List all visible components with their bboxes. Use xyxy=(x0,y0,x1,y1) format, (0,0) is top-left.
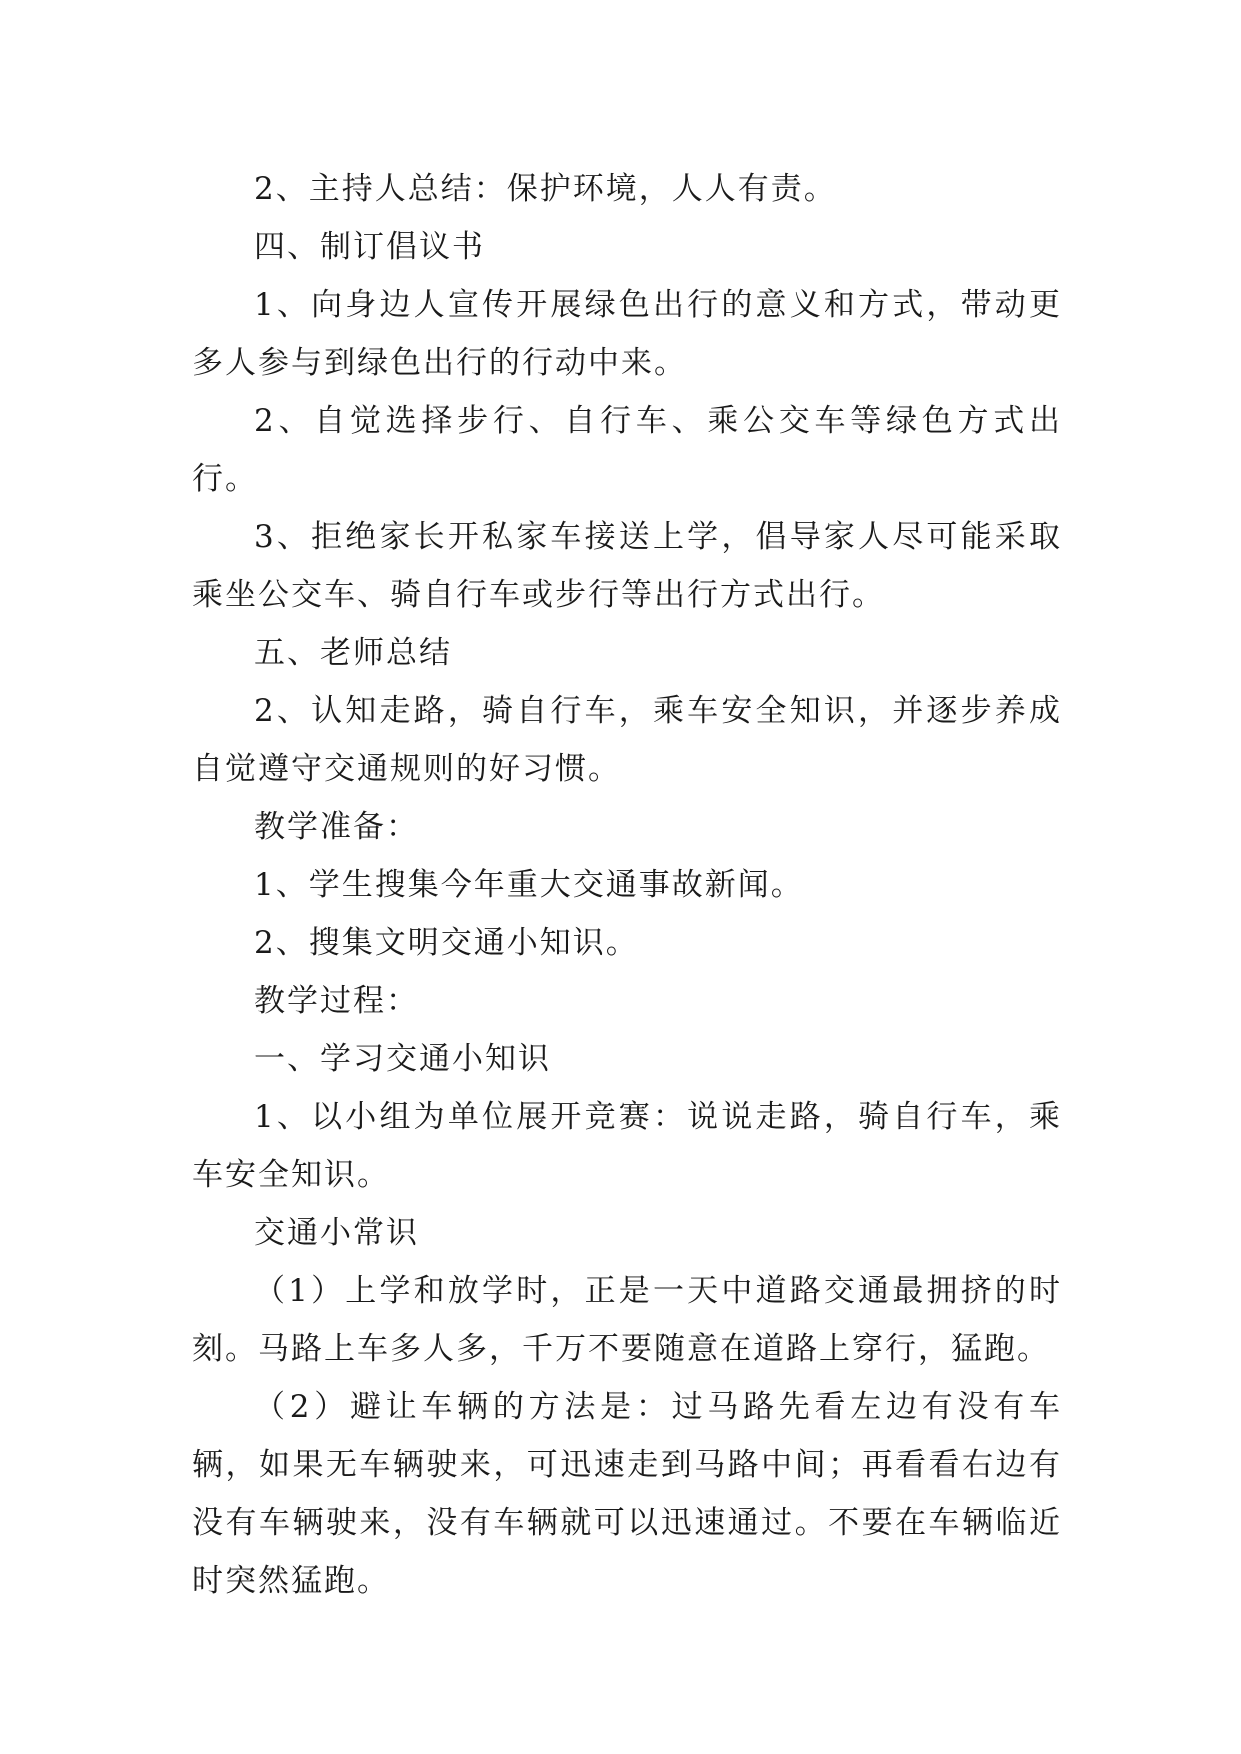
paragraph-proposal-1: 1、向身边人宣传开展绿色出行的意义和方式，带动更多人参与到绿色出行的行动中来。 xyxy=(192,287,1062,381)
paragraph-proposal-2: 2、自觉选择步行、自行车、乘公交车等绿色方式出行。 xyxy=(192,403,1062,497)
heading-teaching-prep: 教学准备： xyxy=(254,809,419,845)
paragraph-tip-2: （2）避让车辆的方法是：过马路先看左边有没有车辆，如果无车辆驶来，可迅速走到马路中间；再看看右边有没有车辆驶来，没有车辆就可以迅速通过。不要在车辆临近时突然猛跑。 xyxy=(192,1389,1062,1599)
paragraph-prep-2: 2、搜集文明交通小知识。 xyxy=(254,925,639,961)
heading-learn-knowledge: 一、学习交通小知识 xyxy=(254,1041,551,1077)
paragraph-prep-1: 1、学生搜集今年重大交通事故新闻。 xyxy=(254,867,804,903)
heading-teacher-summary: 五、老师总结 xyxy=(254,635,452,671)
paragraph-teacher-summary: 2、认知走路，骑自行车，乘车安全知识，并逐步养成自觉遵守交通规则的好习惯。 xyxy=(192,693,1062,787)
paragraph-host-summary: 2、主持人总结：保护环境，人人有责。 xyxy=(254,171,837,207)
heading-proposal: 四、制订倡议书 xyxy=(254,229,485,265)
paragraph-competition: 1、以小组为单位展开竞赛：说说走路，骑自行车，乘车安全知识。 xyxy=(192,1099,1062,1193)
heading-teaching-process: 教学过程： xyxy=(254,983,419,1019)
paragraph-proposal-3: 3、拒绝家长开私家车接送上学，倡导家人尽可能采取乘坐公交车、骑自行车或步行等出行方式出行。 xyxy=(192,519,1062,613)
paragraph-tip-1: （1）上学和放学时，正是一天中道路交通最拥挤的时刻。马路上车多人多，千万不要随意在道路上穿行，猛跑。 xyxy=(192,1273,1062,1367)
document-body xyxy=(192,160,1062,1610)
heading-traffic-tips: 交通小常识 xyxy=(254,1215,419,1251)
